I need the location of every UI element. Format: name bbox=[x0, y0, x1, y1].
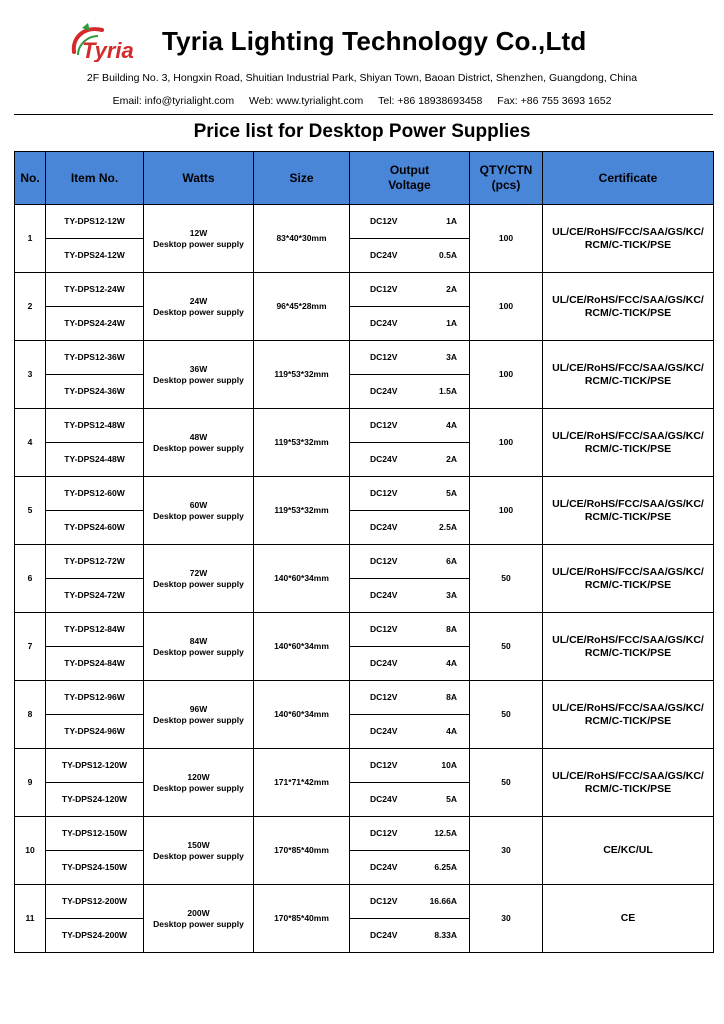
cell-output-24v: DC24V 8.33A bbox=[350, 919, 470, 953]
cell-item-12v: TY-DPS12-12W bbox=[46, 205, 144, 239]
col-watts: Watts bbox=[144, 152, 254, 205]
cell-watts: 200W Desktop power supply bbox=[144, 885, 254, 953]
cell-item-24v: TY-DPS24-60W bbox=[46, 511, 144, 545]
cell-qty: 100 bbox=[470, 341, 543, 409]
cell-output-24v: DC24V 1.5A bbox=[350, 375, 470, 409]
cell-output-24v: DC24V 4A bbox=[350, 715, 470, 749]
cell-certificate: UL/CE/RoHS/FCC/SAA/GS/KC/ RCM/C-TICK/PSE bbox=[543, 545, 714, 613]
col-no: No. bbox=[15, 152, 46, 205]
table-header-row bbox=[15, 152, 714, 205]
cell-output-12v: DC12V 10A bbox=[350, 749, 470, 783]
cell-qty: 50 bbox=[470, 545, 543, 613]
cell-size: 83*40*30mm bbox=[254, 205, 350, 273]
cell-item-12v: TY-DPS12-48W bbox=[46, 409, 144, 443]
cell-output-24v: DC24V 5A bbox=[350, 783, 470, 817]
cell-certificate: UL/CE/RoHS/FCC/SAA/GS/KC/ RCM/C-TICK/PSE bbox=[543, 205, 714, 273]
table-row bbox=[15, 205, 714, 239]
document-title: Price list for Desktop Power Supplies bbox=[193, 121, 531, 142]
cell-watts: 150W Desktop power supply bbox=[144, 817, 254, 885]
cell-watts: 12W Desktop power supply bbox=[144, 205, 254, 273]
cell-size: 170*85*40mm bbox=[254, 817, 350, 885]
cell-qty: 50 bbox=[470, 613, 543, 681]
cell-output-12v: DC12V 8A bbox=[350, 613, 470, 647]
price-table bbox=[14, 151, 714, 953]
cell-certificate: UL/CE/RoHS/FCC/SAA/GS/KC/ RCM/C-TICK/PSE bbox=[543, 613, 714, 681]
table-row bbox=[15, 613, 714, 647]
table-row bbox=[15, 817, 714, 851]
cell-item-24v: TY-DPS24-150W bbox=[46, 851, 144, 885]
cell-item-12v: TY-DPS12-60W bbox=[46, 477, 144, 511]
cell-output-24v: DC24V 3A bbox=[350, 579, 470, 613]
cell-watts: 36W Desktop power supply bbox=[144, 341, 254, 409]
cell-certificate: UL/CE/RoHS/FCC/SAA/GS/KC/ RCM/C-TICK/PSE bbox=[543, 273, 714, 341]
company-name: Tyria Lighting Technology Co.,Ltd bbox=[162, 26, 587, 56]
table-row bbox=[15, 477, 714, 511]
cell-certificate: UL/CE/RoHS/FCC/SAA/GS/KC/ RCM/C-TICK/PSE bbox=[543, 341, 714, 409]
cell-item-24v: TY-DPS24-24W bbox=[46, 307, 144, 341]
cell-no: 2 bbox=[15, 273, 46, 341]
contact-web: Web: www.tyrialight.com bbox=[249, 95, 364, 107]
cell-certificate: UL/CE/RoHS/FCC/SAA/GS/KC/ RCM/C-TICK/PSE bbox=[543, 681, 714, 749]
cell-size: 119*53*32mm bbox=[254, 341, 350, 409]
contact-tel: Tel: +86 18938693458 bbox=[378, 95, 483, 107]
cell-output-12v: DC12V 8A bbox=[350, 681, 470, 715]
logo-text: Tyria bbox=[82, 38, 134, 62]
cell-item-24v: TY-DPS24-12W bbox=[46, 239, 144, 273]
cell-qty: 100 bbox=[470, 205, 543, 273]
cell-item-12v: TY-DPS12-36W bbox=[46, 341, 144, 375]
cell-item-24v: TY-DPS24-36W bbox=[46, 375, 144, 409]
cell-certificate: UL/CE/RoHS/FCC/SAA/GS/KC/ RCM/C-TICK/PSE bbox=[543, 749, 714, 817]
cell-item-12v: TY-DPS12-24W bbox=[46, 273, 144, 307]
table-row bbox=[15, 341, 714, 375]
cell-watts: 72W Desktop power supply bbox=[144, 545, 254, 613]
cell-watts: 48W Desktop power supply bbox=[144, 409, 254, 477]
cell-size: 171*71*42mm bbox=[254, 749, 350, 817]
cell-item-12v: TY-DPS12-72W bbox=[46, 545, 144, 579]
cell-item-12v: TY-DPS12-150W bbox=[46, 817, 144, 851]
table-row bbox=[15, 749, 714, 783]
cell-qty: 100 bbox=[470, 273, 543, 341]
company-address: 2F Building No. 3, Hongxin Road, Shuitian Industrial Park, Shiyan Town, Baoan District, Shenzhen, Guangdong, China bbox=[86, 72, 638, 84]
cell-output-24v: DC24V 4A bbox=[350, 647, 470, 681]
cell-no: 9 bbox=[15, 749, 46, 817]
cell-output-12v: DC12V 1A bbox=[350, 205, 470, 239]
cell-no: 1 bbox=[15, 205, 46, 273]
cell-no: 8 bbox=[15, 681, 46, 749]
cell-item-12v: TY-DPS12-96W bbox=[46, 681, 144, 715]
cell-no: 7 bbox=[15, 613, 46, 681]
table-row bbox=[15, 545, 714, 579]
cell-no: 4 bbox=[15, 409, 46, 477]
table-row bbox=[15, 885, 714, 919]
col-size: Size bbox=[254, 152, 350, 205]
cell-output-12v: DC12V 12.5A bbox=[350, 817, 470, 851]
cell-certificate: UL/CE/RoHS/FCC/SAA/GS/KC/ RCM/C-TICK/PSE bbox=[543, 409, 714, 477]
cell-output-24v: DC24V 2.5A bbox=[350, 511, 470, 545]
cell-output-12v: DC12V 5A bbox=[350, 477, 470, 511]
cell-item-12v: TY-DPS12-84W bbox=[46, 613, 144, 647]
cell-output-12v: DC12V 4A bbox=[350, 409, 470, 443]
cell-size: 96*45*28mm bbox=[254, 273, 350, 341]
cell-watts: 96W Desktop power supply bbox=[144, 681, 254, 749]
cell-item-24v: TY-DPS24-84W bbox=[46, 647, 144, 681]
table-row bbox=[15, 273, 714, 307]
cell-item-12v: TY-DPS12-200W bbox=[46, 885, 144, 919]
table-row bbox=[15, 681, 714, 715]
cell-qty: 50 bbox=[470, 681, 543, 749]
contact-fax: Fax: +86 755 3693 1652 bbox=[497, 95, 612, 107]
cell-size: 140*60*34mm bbox=[254, 545, 350, 613]
cell-no: 5 bbox=[15, 477, 46, 545]
cell-certificate: CE/KC/UL bbox=[543, 817, 714, 885]
cell-no: 11 bbox=[15, 885, 46, 953]
contact-line bbox=[0, 95, 724, 107]
cell-certificate: CE bbox=[543, 885, 714, 953]
cell-qty: 50 bbox=[470, 749, 543, 817]
cell-item-24v: TY-DPS24-200W bbox=[46, 919, 144, 953]
cell-certificate: UL/CE/RoHS/FCC/SAA/GS/KC/ RCM/C-TICK/PSE bbox=[543, 477, 714, 545]
cell-size: 140*60*34mm bbox=[254, 681, 350, 749]
cell-output-24v: DC24V 6.25A bbox=[350, 851, 470, 885]
contact-email: Email: info@tyrialight.com bbox=[112, 95, 235, 107]
cell-output-24v: DC24V 2A bbox=[350, 443, 470, 477]
cell-size: 119*53*32mm bbox=[254, 477, 350, 545]
cell-size: 140*60*34mm bbox=[254, 613, 350, 681]
table-row bbox=[15, 409, 714, 443]
col-qty-ctn: QTY/CTN (pcs) bbox=[470, 152, 543, 205]
cell-no: 6 bbox=[15, 545, 46, 613]
cell-output-24v: DC24V 1A bbox=[350, 307, 470, 341]
col-output-voltage: Output Voltage bbox=[350, 152, 470, 205]
cell-item-24v: TY-DPS24-96W bbox=[46, 715, 144, 749]
cell-qty: 100 bbox=[470, 477, 543, 545]
cell-size: 170*85*40mm bbox=[254, 885, 350, 953]
cell-watts: 24W Desktop power supply bbox=[144, 273, 254, 341]
header-divider bbox=[14, 114, 713, 115]
cell-no: 3 bbox=[15, 341, 46, 409]
cell-item-24v: TY-DPS24-72W bbox=[46, 579, 144, 613]
cell-watts: 60W Desktop power supply bbox=[144, 477, 254, 545]
cell-size: 119*53*32mm bbox=[254, 409, 350, 477]
cell-item-12v: TY-DPS12-120W bbox=[46, 749, 144, 783]
cell-qty: 30 bbox=[470, 817, 543, 885]
cell-watts: 120W Desktop power supply bbox=[144, 749, 254, 817]
cell-no: 10 bbox=[15, 817, 46, 885]
cell-output-12v: DC12V 3A bbox=[350, 341, 470, 375]
cell-qty: 100 bbox=[470, 409, 543, 477]
cell-output-12v: DC12V 6A bbox=[350, 545, 470, 579]
cell-watts: 84W Desktop power supply bbox=[144, 613, 254, 681]
col-certificate: Certificate bbox=[543, 152, 714, 205]
cell-output-12v: DC12V 2A bbox=[350, 273, 470, 307]
cell-qty: 30 bbox=[470, 885, 543, 953]
cell-item-24v: TY-DPS24-48W bbox=[46, 443, 144, 477]
cell-output-12v: DC12V 16.66A bbox=[350, 885, 470, 919]
tyria-logo bbox=[68, 22, 158, 62]
table-body bbox=[15, 205, 714, 953]
cell-output-24v: DC24V 0.5A bbox=[350, 239, 470, 273]
col-item-no: Item No. bbox=[46, 152, 144, 205]
cell-item-24v: TY-DPS24-120W bbox=[46, 783, 144, 817]
